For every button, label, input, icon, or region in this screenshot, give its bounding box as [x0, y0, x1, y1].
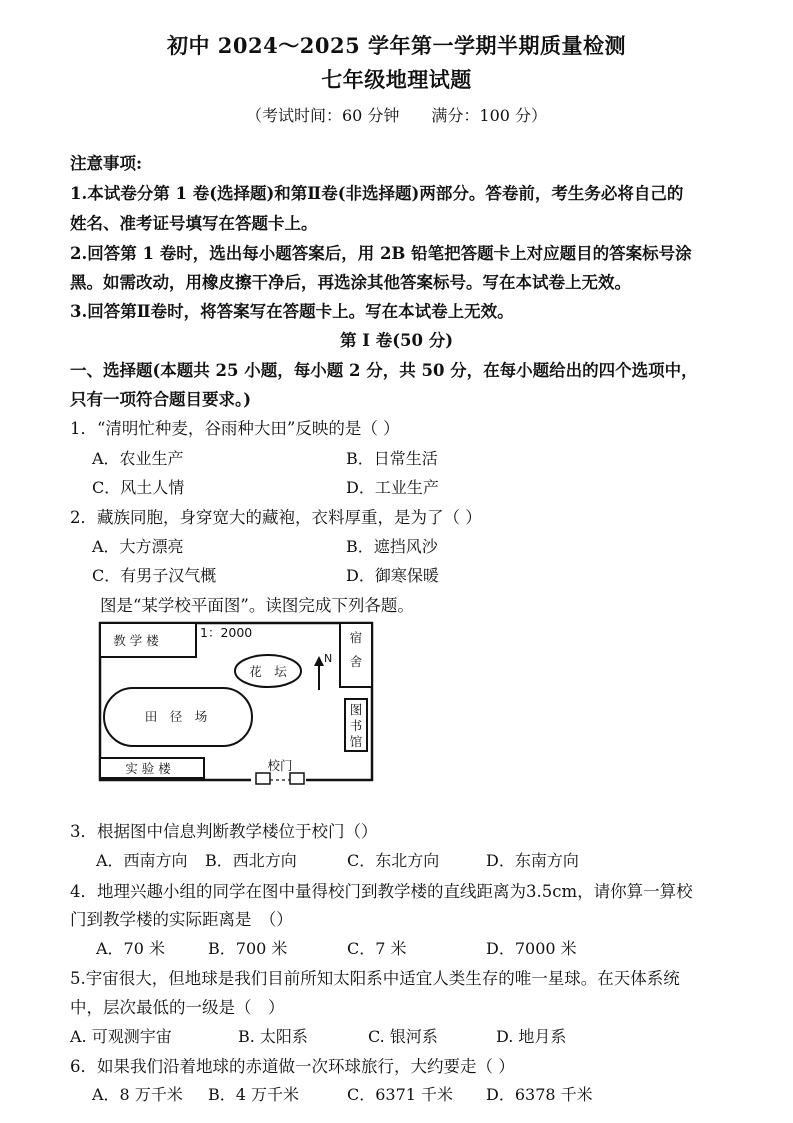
flower-bed-label: 花 坛	[249, 664, 287, 679]
question-1-option-c: C．风土人情	[92, 478, 185, 497]
question-3-option-b: B．西北方向	[205, 851, 297, 870]
question-2-option-d: D．御寒保暖	[346, 566, 439, 585]
library-label-2: 书	[349, 718, 363, 733]
exam-subtitle: 七年级地理试题	[321, 67, 472, 92]
note-1-line-1: 1.本试卷分第 1 卷(选择题)和第Ⅱ卷(非选择题)两部分。答卷前，考生务必将自己的	[70, 184, 684, 203]
question-3-option-d: D．东南方向	[486, 851, 579, 870]
section-title: 第 I 卷(50 分)	[339, 331, 454, 350]
question-5-stem-line-2: 中，层次最低的一级是（ ）	[70, 998, 285, 1017]
question-5-option-b: B. 太阳系	[238, 1027, 308, 1046]
note-2-line-1: 2.回答第 1 卷时，选出每小题答案后，用 2B 铅笔把答题卡上对应题目的答案标号涂	[70, 244, 692, 263]
track-field-label: 田 径 场	[144, 709, 208, 724]
question-6-option-c: C．6371 千米	[347, 1085, 454, 1104]
question-6-stem: 6．如果我们沿着地球的赤道做一次环球旅行，大约要走（ ）	[70, 1057, 515, 1076]
question-6-option-b: B．4 万千米	[208, 1085, 300, 1104]
exam-title: 初中 2024～2025 学年第一学期半期质量检测	[166, 33, 626, 58]
question-2-stem: 2．藏族同胞，身穿宽大的藏袍，衣料厚重，是为了（ ）	[70, 508, 482, 527]
map-intro: 图是“某学校平面图”。读图完成下列各题。	[100, 596, 414, 615]
question-4-option-c: C．7 米	[347, 939, 407, 958]
question-2-option-a: A．大方漂亮	[92, 537, 184, 556]
note-3: 3.回答第Ⅱ卷时，将答案写在答题卡上。写在本试卷上无效。	[70, 302, 514, 321]
question-6-option-a: A．8 万千米	[92, 1085, 183, 1104]
question-4-option-a: A．70 米	[96, 939, 166, 958]
question-1-option-d: D．工业生产	[346, 478, 439, 497]
question-1-option-b: B．日常生活	[346, 449, 438, 468]
question-6-option-d: D．6378 千米	[486, 1085, 593, 1104]
question-4-stem-line-1: 4．地理兴趣小组的同学在图中量得校门到教学楼的直线距离为3.5cm，请你算一算校	[70, 882, 693, 901]
question-2-option-b: B．遮挡风沙	[346, 537, 438, 556]
question-1-stem: 1．“清明忙种麦，谷雨种大田”反映的是（ ）	[70, 419, 400, 438]
question-5-option-a: A. 可观测宇宙	[70, 1027, 172, 1046]
map-scale: 1：2000	[200, 625, 253, 640]
gate-post-left	[256, 773, 270, 784]
question-1-option-a: A．农业生产	[92, 449, 184, 468]
library-label-1: 图	[349, 702, 363, 717]
question-5-stem-line-1: 5.宇宙很大，但地球是我们目前所知太阳系中适宜人类生存的唯一星球。在天体系统	[70, 969, 680, 988]
dormitory-label-1: 宿	[349, 630, 363, 645]
question-4-stem-line-2: 门到教学楼的实际距离是 （）	[70, 910, 293, 929]
question-3-option-a: A．西南方向	[96, 851, 188, 870]
question-4-option-b: B．700 米	[208, 939, 288, 958]
note-1-line-2: 姓名、准考证号填写在答题卡上。	[70, 214, 318, 233]
north-arrow-icon	[314, 656, 324, 666]
school-plan-map	[96, 620, 376, 785]
teaching-building-label: 教 学 楼	[113, 633, 159, 648]
note-2-line-2: 黑。如需改动，用橡皮擦干净后，再选涂其他答案标号。写在本试卷上无效。	[70, 273, 631, 292]
exam-info: （考试时间：60 分钟 满分：100 分）	[245, 106, 548, 125]
dormitory-label-2: 舍	[349, 654, 363, 669]
gate-post-right	[290, 773, 304, 784]
section-instruction-line-2: 只有一项符合题目要求。)	[70, 390, 252, 409]
question-2-option-c: C．有男子汉气概	[92, 566, 217, 585]
library-label-3: 馆	[349, 734, 363, 749]
question-5-option-c: C. 银河系	[368, 1027, 438, 1046]
section-instruction-line-1: 一、选择题(本题共 25 小题，每小题 2 分，共 50 分，在每小题给出的四个选项中，	[70, 361, 698, 380]
north-label: N	[324, 652, 333, 665]
notes-heading: 注意事项:	[70, 154, 143, 173]
question-3-stem: 3．根据图中信息判断教学楼位于校门（）	[70, 822, 378, 841]
question-3-option-c: C．东北方向	[347, 851, 440, 870]
question-5-option-d: D. 地月系	[496, 1027, 567, 1046]
question-4-option-d: D．7000 米	[486, 939, 577, 958]
gate-label: 校门	[267, 758, 293, 773]
lab-building-label: 实 验 楼	[125, 761, 171, 776]
